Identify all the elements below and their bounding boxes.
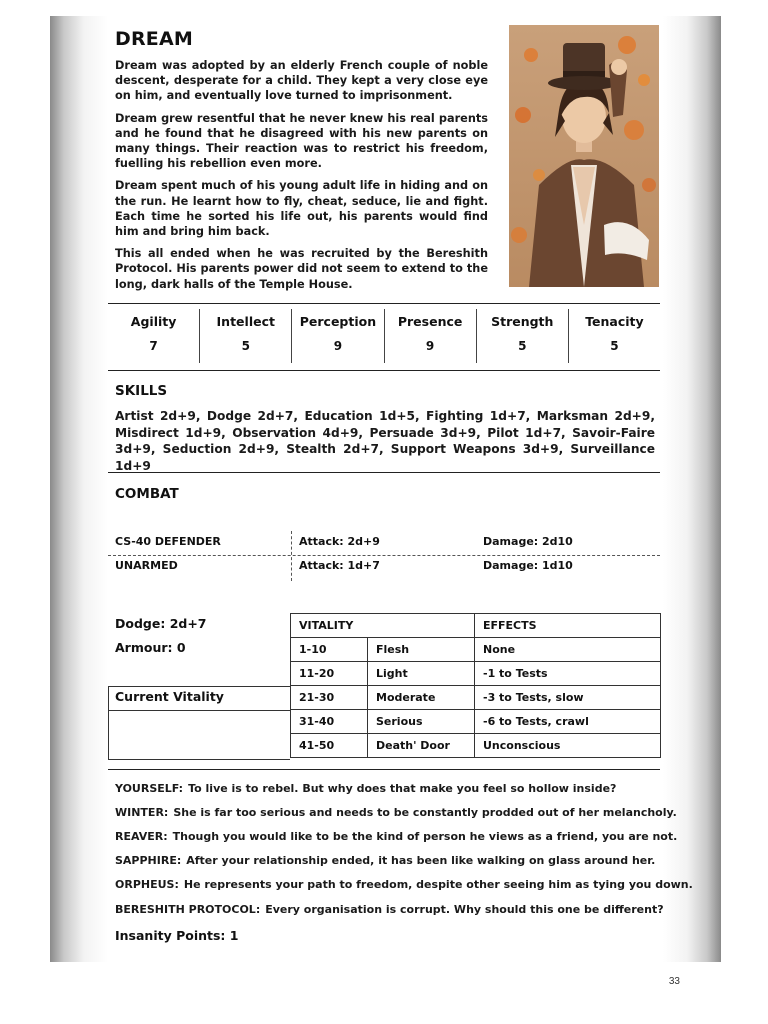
vitality-table (290, 613, 661, 758)
relationship-name: BERESHITH PROTOCOL: (115, 903, 261, 916)
weapon-name: CS-40 DEFENDER (115, 535, 221, 548)
relationship-name: WINTER: (115, 806, 169, 819)
character-portrait (509, 25, 659, 287)
skills-list: Artist 2d+9, Dodge 2d+7, Education 1d+5, Fighting 1d+7, Marksman 2d+9, Misdirect 1d+9, Observation 4d+9, Persuade 3d+9, Pilot 1d+7, Savoir-Faire 3d+9, Seduction 2d+9, Stealth 2d+7, Support Weapons 3d+9, Surveillance 1d+9 (115, 409, 655, 473)
relationship-winter (115, 806, 677, 819)
vitality-effect: -1 to Tests (475, 662, 661, 686)
attribute-value: 5 (241, 339, 250, 353)
relationship-orpheus (115, 878, 693, 891)
skills-heading: SKILLS (115, 383, 168, 399)
relationship-text: To live is to rebel. But why does that make you feel so hollow inside? (188, 782, 617, 795)
weapon-column-divider (291, 531, 292, 581)
attribute-value: 5 (518, 339, 527, 353)
attribute-name: Presence (397, 314, 463, 329)
relationship-yourself (115, 782, 616, 795)
weapon-attack: Attack: 1d+7 (299, 559, 380, 572)
relationship-name: YOURSELF: (115, 782, 184, 795)
attribute-intellect (199, 309, 291, 363)
bio-paragraph: Dream grew resentful that he never knew his real parents and he found that he disagreed with his new parents on many things. Their reaction was to restrict his freedom, fuelling his rebellion even more. (115, 111, 488, 171)
page-number: 33 (668, 976, 680, 987)
relationship-text: Every organisation is corrupt. Why should this one be different? (265, 903, 664, 916)
attribute-name: Intellect (216, 314, 275, 329)
attribute-presence (384, 309, 476, 363)
bio-paragraph: This all ended when he was recruited by the Bereshith Protocol. His parents power did not seem to extend to the long, dark halls of the Temple House. (115, 247, 488, 291)
relationship-sapphire (115, 854, 655, 867)
relationship-text: He represents your path to freedom, despite other seeing him as tying you down. (183, 878, 693, 891)
vitality-effect: None (475, 638, 661, 662)
attribute-perception (291, 309, 383, 363)
weapon-name: UNARMED (115, 559, 178, 572)
vitality-range: 11-20 (291, 662, 368, 686)
attribute-tenacity (568, 309, 660, 363)
insanity-points: Insanity Points: 1 (115, 928, 239, 943)
vitality-range: 1-10 (291, 638, 368, 662)
table-row (291, 710, 661, 734)
relationship-name: ORPHEUS: (115, 878, 179, 891)
attribute-name: Agility (130, 314, 177, 329)
relationship-text: After your relationship ended, it has been like walking on glass around her. (186, 854, 656, 867)
divider (108, 303, 660, 304)
vitality-range: 31-40 (291, 710, 368, 734)
vitality-header: VITALITY (291, 614, 475, 638)
table-row (291, 686, 661, 710)
vitality-state: Flesh (368, 638, 475, 662)
weapon-damage: Damage: 1d10 (483, 559, 573, 572)
relationship-name: REAVER: (115, 830, 168, 843)
vitality-effect: Unconscious (475, 734, 661, 758)
attribute-value: 5 (610, 339, 619, 353)
vitality-state: Light (368, 662, 475, 686)
divider (108, 370, 660, 371)
vitality-header-row (291, 614, 661, 638)
attribute-value: 7 (149, 339, 158, 353)
weapon-attack: Attack: 2d+9 (299, 535, 380, 548)
attribute-value: 9 (425, 339, 435, 353)
attribute-name: Strength (491, 314, 554, 329)
relationship-reaver (115, 830, 677, 843)
vitality-effect: -6 to Tests, crawl (475, 710, 661, 734)
attribute-agility (108, 309, 199, 363)
attributes-table (108, 309, 660, 363)
character-biography (115, 58, 488, 299)
relationship-text: Though you would like to be the kind of person he views as a friend, you are not. (172, 830, 678, 843)
attribute-name: Perception (299, 314, 377, 329)
vitality-range: 21-30 (291, 686, 368, 710)
divider (108, 769, 660, 770)
vitality-effect: -3 to Tests, slow (475, 686, 661, 710)
weapon-damage: Damage: 2d10 (483, 535, 573, 548)
attribute-strength (476, 309, 568, 363)
current-vitality-divider (108, 710, 290, 711)
table-row (291, 662, 661, 686)
table-row (291, 638, 661, 662)
relationship-name: SAPPHIRE: (115, 854, 182, 867)
divider (108, 472, 660, 473)
dodge-stat: Dodge: 2d+7 (115, 616, 207, 631)
weapon-divider (108, 555, 660, 556)
vitality-state: Serious (368, 710, 475, 734)
effects-header: EFFECTS (475, 614, 661, 638)
bio-paragraph: Dream was adopted by an elderly French couple of noble descent, desperate for a child. They kept a very close eye on him, and eventually love turned to imprisonment. (115, 59, 488, 103)
bio-paragraph: Dream spent much of his young adult life in hiding and on the run. He learnt how to fly, cheat, seduce, lie and fight. Each time he sorted his life out, his parents would find him and bring him back. (115, 179, 488, 239)
attribute-value: 9 (333, 339, 343, 353)
table-row (291, 734, 661, 758)
combat-heading: COMBAT (115, 486, 179, 502)
current-vitality-label: Current Vitality (115, 689, 224, 704)
attribute-name: Tenacity (585, 314, 644, 329)
relationship-text: She is far too serious and needs to be constantly prodded out of her melancholy. (173, 806, 677, 819)
vitality-state: Death' Door (368, 734, 475, 758)
vitality-state: Moderate (368, 686, 475, 710)
relationship-bereshith-protocol (115, 903, 664, 916)
vitality-range: 41-50 (291, 734, 368, 758)
armour-stat: Armour: 0 (115, 640, 186, 655)
character-name: DREAM (115, 28, 193, 50)
